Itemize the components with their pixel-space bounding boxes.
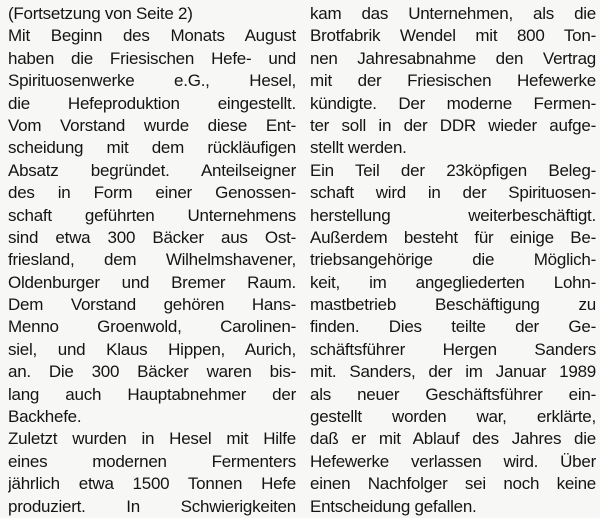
article-line: Spirituosenwerke e.G., Hesel, xyxy=(8,71,296,91)
article-line: triebsangehörige die Möglich- xyxy=(310,250,596,270)
article-line: Brotfabrik Wendel mit 800 Ton- xyxy=(310,26,596,46)
article-line: mit der Friesischen Hefewerke xyxy=(310,71,596,91)
article-line: ter soll in der DDR wieder aufge- xyxy=(310,115,596,135)
article-line: einen Nachfolger sei noch keine xyxy=(310,474,596,494)
article-line: stellt werden. xyxy=(310,138,407,158)
article-line: Zuletzt wurden in Hesel mit Hilfe xyxy=(8,429,296,449)
article-line: sind etwa 300 Bäcker aus Ost- xyxy=(8,227,296,247)
article-line: (Fortsetzung von Seite 2) xyxy=(8,4,193,23)
article-line: als neuer Geschäftsführer ein- xyxy=(310,384,596,404)
article-line: des in Form einer Genossen- xyxy=(8,183,296,203)
article-line: die Hefeproduktion eingestellt. xyxy=(8,93,296,113)
article-line: siel, und Klaus Hippen, Aurich, xyxy=(8,339,296,359)
article-line: Backhefe. xyxy=(8,407,82,427)
article-line: Hefewerke verlassen wird. Über xyxy=(310,451,596,471)
article-line: schäftsführer Hergen Sanders xyxy=(310,339,596,359)
article-line: finden. Dies teilte der Ge- xyxy=(310,317,596,337)
article-line: daß er mit Ablauf des Jahres die xyxy=(310,429,596,449)
article-line: mastbetrieb Beschäftigung zu xyxy=(310,295,596,315)
article-line: friesland, dem Wilhelmshavener, xyxy=(8,250,296,270)
article-line: jährlich etwa 1500 Tonnen Hefe xyxy=(8,474,296,494)
article-line: Ein Teil der 23köpfigen Beleg- xyxy=(310,160,596,180)
article-line: scheidung mit dem rückläufigen xyxy=(8,138,296,158)
article-line: herstellung weiterbeschäftigt. xyxy=(310,205,596,225)
article-right-column xyxy=(310,3,596,518)
article-line: kam das Unternehmen, als die xyxy=(310,4,596,23)
article-line: mit. Sanders, der im Januar 1989 xyxy=(310,362,596,382)
article-line: lang auch Hauptabnehmer der xyxy=(8,384,296,404)
article-line: eines modernen Fermenters xyxy=(8,451,296,471)
article-line: an. Die 300 Bäcker waren bis- xyxy=(8,362,296,382)
article-line: Mit Beginn des Monats August xyxy=(8,26,296,46)
article-line: keit, im angegliederten Lohn- xyxy=(310,272,596,292)
article-line: Absatz begründet. Anteilseigner xyxy=(8,160,296,180)
article-line: schaft geführten Unternehmens xyxy=(8,205,296,225)
article-line: Menno Groenwold, Carolinen- xyxy=(8,317,296,337)
article-line: produziert. In Schwierigkeiten xyxy=(8,496,296,516)
article-line: gestellt worden war, erklärte, xyxy=(310,407,596,427)
article-line: haben die Friesischen Hefe- und xyxy=(8,48,296,68)
article-line: nen Jahresabnahme den Vertrag xyxy=(310,48,596,68)
article-line: Dem Vorstand gehören Hans- xyxy=(8,295,296,315)
article-line: Außerdem besteht für einige Be- xyxy=(310,227,596,247)
article-line: kündigte. Der moderne Fermen- xyxy=(310,93,596,113)
article-line: Entscheidung gefallen. xyxy=(310,496,477,516)
article-line: Vom Vorstand wurde diese Ent- xyxy=(8,115,296,135)
article-left-column xyxy=(8,3,296,518)
article-line: Oldenburger und Bremer Raum. xyxy=(8,272,296,292)
article-line: schaft wird in der Spirituosen- xyxy=(310,183,596,203)
